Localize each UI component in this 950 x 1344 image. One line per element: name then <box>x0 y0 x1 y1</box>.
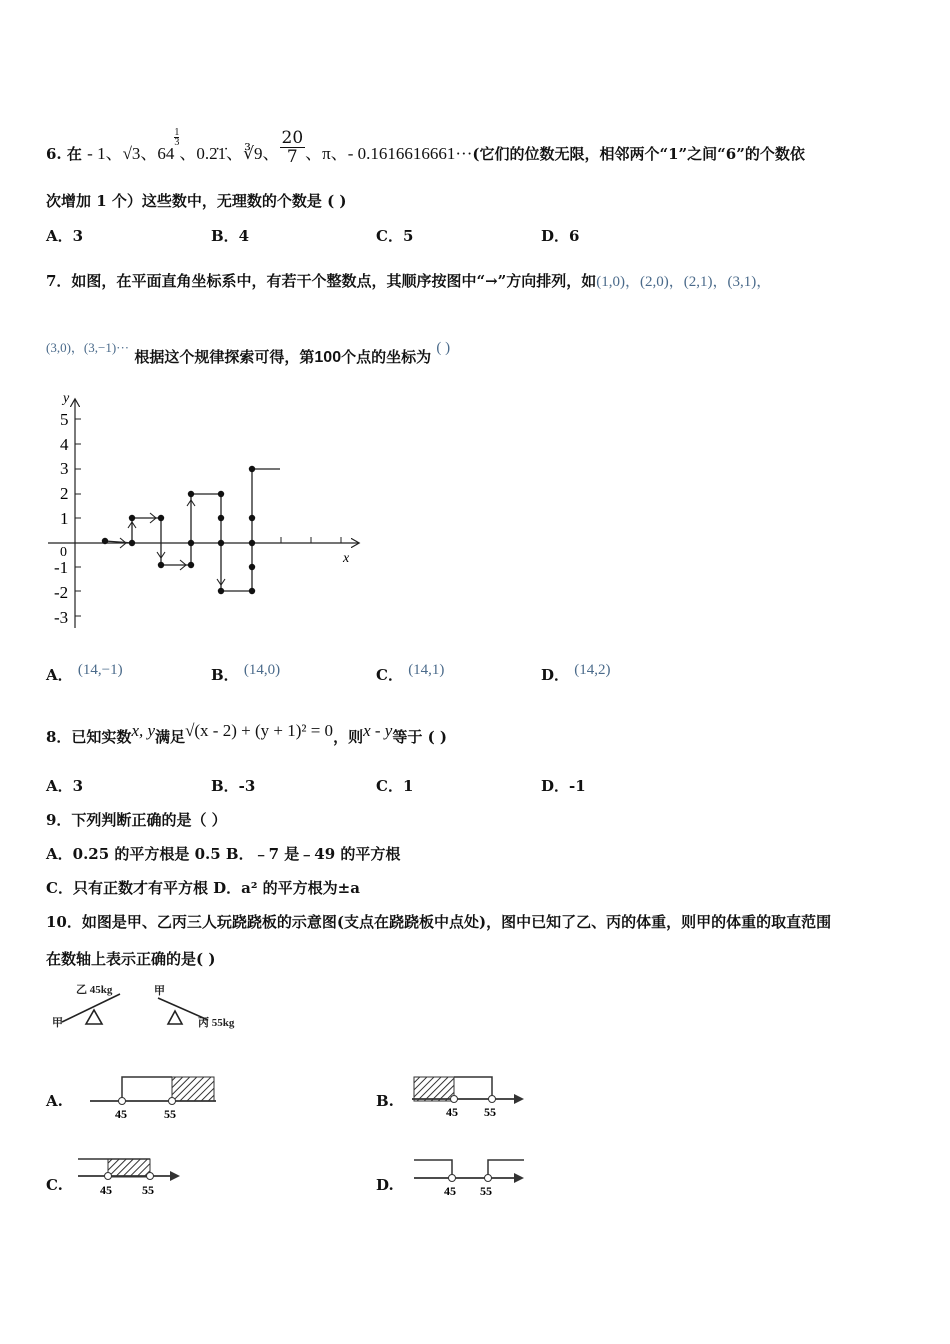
q8-option-d: D．-1 <box>541 777 586 795</box>
y-tick-3: 3 <box>60 459 69 478</box>
q6-frac-den: 7 <box>286 146 298 167</box>
numberline-d-tick-45: 45 <box>444 1184 456 1198</box>
origin-label: 0 <box>60 545 67 560</box>
q8-option-b: B．-3 <box>211 777 256 795</box>
x-axis-label: x <box>343 551 350 566</box>
q6-option-a: A．3 <box>46 227 84 245</box>
q7-coords2: (3,0)，(3,−1)··· <box>46 340 130 355</box>
q8-vars: x, y <box>131 721 156 740</box>
q6-math: - 1、√3、64 <box>87 144 175 163</box>
q10-numberline-b <box>410 1072 530 1120</box>
y-tick-5: 5 <box>60 410 69 429</box>
seesaw-left-bottom: 甲 <box>52 1017 63 1029</box>
q6-exp-num: 1 <box>174 127 180 138</box>
numberline-c-tick-55: 55 <box>142 1183 154 1197</box>
q6-frac-num: 20 <box>281 127 304 148</box>
seesaw-right-top: 甲 <box>154 985 165 997</box>
q7-option-d-value: (14,2) <box>574 662 611 678</box>
q7-point-path <box>105 469 280 591</box>
q7-paren: ( ) <box>436 340 451 356</box>
q7-text2b: 个点的坐标为 <box>341 348 432 366</box>
q7-option-a <box>46 664 123 685</box>
q10-numberline-a <box>88 1072 223 1120</box>
q8-pre: 8．已知实数 <box>46 728 132 746</box>
q7-coords1: (1,0)，(2,0)，(2,1)，(3,1)， <box>596 274 772 290</box>
q7-option-b <box>211 664 280 685</box>
y-tick-neg3: -3 <box>54 608 69 627</box>
q6-exp-den: 3 <box>174 137 180 148</box>
seesaw-right-bottom: 丙 55kg <box>198 1017 235 1029</box>
q8-post: 等于 ( ) <box>392 728 447 746</box>
q8-then: ，则 <box>333 728 364 746</box>
y-tick-1: 1 <box>60 509 69 528</box>
q8-option-a: A．3 <box>46 777 84 795</box>
q7-option-b-value: (14,0) <box>243 662 281 678</box>
q6-option-d: D．6 <box>541 227 580 245</box>
q8-option-c: C．1 <box>376 777 414 795</box>
q6-option-c: C．5 <box>376 227 414 245</box>
q6-number: 6. <box>46 145 62 163</box>
q7-option-c <box>376 664 444 685</box>
q7-option-a-value: (14,−1) <box>77 662 123 678</box>
numberline-b-tick-45: 45 <box>446 1105 458 1119</box>
q7-option-c-letter: C． <box>376 666 403 684</box>
q7-option-a-letter: A． <box>46 666 73 684</box>
q7-text2: 根据这个规律探索可得，第 <box>134 348 315 366</box>
q10-option-a: A. <box>46 1092 63 1110</box>
q6-line2: 次增加 1 个）这些数中，无理数的个数是 ( ) <box>46 192 347 210</box>
q6-option-b: B．4 <box>211 227 250 245</box>
q6-line1 <box>46 128 805 174</box>
q6-math2: 、0.2̇1̇、∛9、 <box>179 144 280 163</box>
q7-line1 <box>46 270 771 291</box>
y-tick-neg2: -2 <box>54 583 69 602</box>
q9-row2: C．只有正数才有平方根 D．a² 的平方根为±a <box>46 879 360 897</box>
q8-equation: √(x - 2) + (y + 1)² = 0 <box>185 721 334 740</box>
q6-text-a: (它们的位数无限，相邻两个“1”之间“6”的个数依 <box>472 145 805 163</box>
q7-option-c-value: (14,1) <box>408 662 445 678</box>
y-tick-2: 2 <box>60 484 69 503</box>
q7-line2 <box>46 336 451 366</box>
q8-mid: 满足 <box>155 728 186 746</box>
q10-numberline-c <box>76 1152 184 1200</box>
q7-option-d-letter: D． <box>541 666 570 684</box>
q9-row1: A．0.25 的平方根是 0.5 B．﹣7 是﹣49 的平方根 <box>46 845 401 863</box>
q7-option-d <box>541 664 611 685</box>
numberline-d-tick-55: 55 <box>480 1184 492 1198</box>
q8-line <box>46 721 447 747</box>
q10-option-d: D. <box>376 1176 394 1194</box>
numberline-b-tick-55: 55 <box>484 1105 496 1119</box>
q6-fraction <box>280 129 306 166</box>
seesaw-figure <box>48 980 258 1036</box>
q7-text1: 7．如图，在平面直角坐标系中，有若干个整数点，其顺序按图中“→”方向排列，如 <box>46 272 597 290</box>
q10-numberline-d <box>410 1152 530 1200</box>
seesaw-left-top: 乙 45kg <box>76 984 113 996</box>
q6-math3: 、π、- 0.1616616661··· <box>305 144 473 163</box>
q7-graph <box>40 388 370 638</box>
q10-option-c: C. <box>46 1176 63 1194</box>
q10-line2: 在数轴上表示正确的是( ) <box>46 950 216 968</box>
y-tick-4: 4 <box>60 435 69 454</box>
numberline-a-tick-45: 45 <box>115 1107 127 1120</box>
y-axis-label: y <box>63 391 70 406</box>
q9-stem: 9．下列判断正确的是（ ） <box>46 811 227 829</box>
y-tick-neg1: -1 <box>54 558 69 577</box>
q6-pre: 在 <box>66 145 82 163</box>
q7-option-b-letter: B． <box>211 666 239 684</box>
numberline-c-tick-45: 45 <box>100 1183 112 1197</box>
numberline-a-tick-55: 55 <box>164 1107 176 1120</box>
q7-bold-num: 100 <box>314 349 342 366</box>
q10-line1: 10．如图是甲、乙丙三人玩跷跷板的示意图(支点在跷跷板中点处)，图中已知了乙、丙的体重，则甲的体重的取直范围 <box>46 913 832 931</box>
q10-option-b: B. <box>376 1092 394 1110</box>
q8-expr: x - y <box>363 721 393 740</box>
